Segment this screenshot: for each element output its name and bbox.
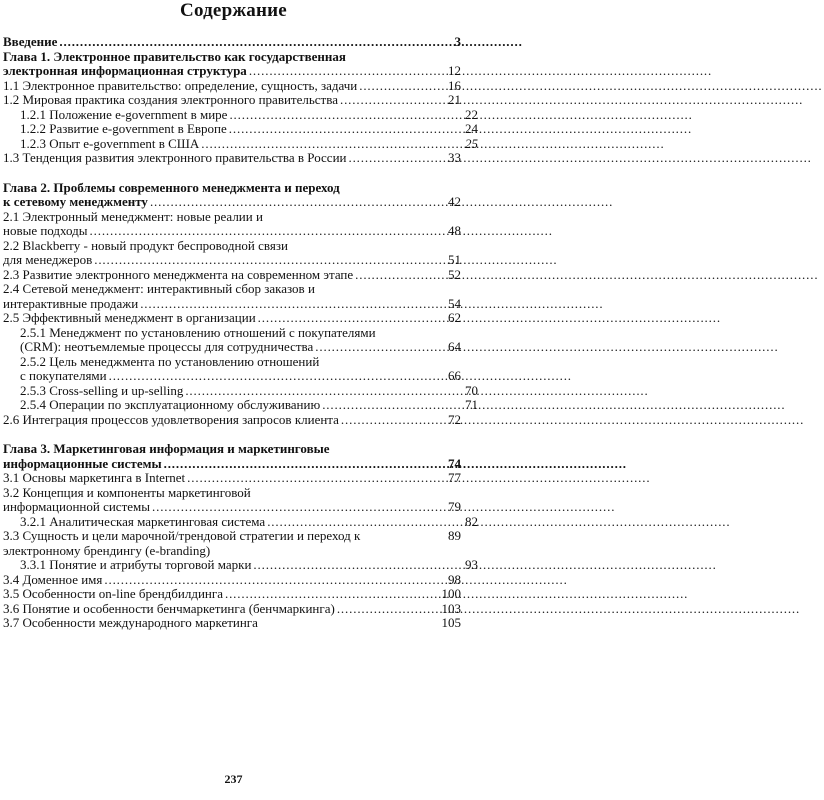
toc-entry-2-5 xyxy=(3,311,461,326)
toc-entry-heading-line: Глава 1. Электронное правительство как государственная xyxy=(3,48,346,64)
toc-entry-2-5-3 xyxy=(3,384,478,399)
toc-entry-chapter-2 xyxy=(3,181,461,210)
toc-page-number: 54 xyxy=(448,295,461,311)
toc-entry-text: для менеджеров xyxy=(3,252,93,267)
toc-entry-text: 1.1 Электронное правительство: определение, сущность, задачи xyxy=(3,77,358,93)
toc-page-number: 62 xyxy=(448,310,461,325)
toc-entry-3-6 xyxy=(3,602,461,617)
toc-page-number: 42 xyxy=(448,194,461,209)
toc-leader-dots xyxy=(355,268,445,283)
toc-entry-heading-line: 2.2 Blackberry - новый продукт беспроводной связи xyxy=(3,237,288,253)
toc-page-number: 100 xyxy=(441,586,461,601)
toc-entry-1-3 xyxy=(3,151,461,166)
toc-entry-heading-line: 2.5.2 Цель менеджмента по установлению отношений xyxy=(20,353,320,369)
toc-leader-dots xyxy=(229,108,462,123)
toc-leader-dots xyxy=(337,602,440,617)
toc-entry-text: 3.2.1 Аналитическая маркетинговая система xyxy=(20,513,266,529)
toc-entry-text: 3.3.1 Понятие и атрибуты торговой марки xyxy=(20,557,252,572)
toc-entry-text: 3.5 Особенности on-line брендбилдинга xyxy=(3,586,223,601)
toc-page-number: 93 xyxy=(465,557,478,572)
toc-entry-text: 1.2.1 Положение e-government в мире xyxy=(20,106,228,122)
toc-entry-3-2 xyxy=(3,486,461,515)
toc-leader-dots xyxy=(150,195,445,210)
toc-entry-1-1 xyxy=(3,79,461,94)
toc-entry-3-3-1 xyxy=(3,558,478,573)
toc-entry-text: к сетевому менеджменту xyxy=(3,194,148,209)
toc-page-number: 16 xyxy=(448,77,461,93)
toc-page-number: 22 xyxy=(465,106,478,122)
toc-entry-3-4 xyxy=(3,573,461,588)
toc-leader-dots xyxy=(185,384,462,399)
toc-entry-text: 3.1 Основы маркетинга в Internet xyxy=(3,470,186,485)
toc-page-number: 70 xyxy=(465,382,478,398)
toc-leader-dots xyxy=(253,558,462,573)
toc-page-number: 71 xyxy=(465,397,478,412)
toc-entry-text: 2.3 Развитие электронного менеджмента на современном этапе xyxy=(3,266,354,282)
toc-entry-2-5-4 xyxy=(3,398,478,413)
table-of-contents xyxy=(3,34,478,631)
toc-entry-heading-line: Глава 3. Маркетинговая информация и маркетинговые xyxy=(3,441,330,456)
toc-entry-text: (CRM): неотъемлемые процессы для сотрудничества xyxy=(20,339,314,354)
toc-page-number: 51 xyxy=(448,252,461,267)
toc-page-number: 33 xyxy=(448,150,461,165)
toc-entry-text: 2.6 Интеграция процессов удовлетворения запросов клиента xyxy=(3,411,339,427)
toc-leader-dots xyxy=(90,224,445,239)
toc-entry-text: Введение xyxy=(3,34,58,49)
toc-page-number: 98 xyxy=(448,571,461,587)
toc-entry-heading-line: 3.2 Концепция и компоненты маркетинговой xyxy=(3,484,251,500)
toc-leader-dots xyxy=(187,471,445,486)
toc-entry-text: 2.5 Эффективный менеджмент в организации xyxy=(3,310,256,325)
toc-entry-heading-line: 2.1 Электронный менеджмент: новые реалии и xyxy=(3,208,263,224)
toc-page-number: 74 xyxy=(448,455,461,471)
toc-entry-text: информационной системы xyxy=(3,499,150,514)
page-number: 237 xyxy=(224,772,243,786)
toc-leader-dots xyxy=(164,457,445,472)
toc-leader-dots xyxy=(267,515,462,530)
toc-page-number: 79 xyxy=(448,499,461,514)
toc-page-number: 66 xyxy=(448,368,461,383)
toc-page-number: 103 xyxy=(441,600,461,616)
toc-entry-1-2 xyxy=(3,93,461,108)
toc-entry-chapter-1 xyxy=(3,50,461,79)
toc-entry-text: интерактивные продажи xyxy=(3,295,139,311)
toc-page-number: 24 xyxy=(465,121,478,136)
toc-entry-text: информационные системы xyxy=(3,455,162,471)
toc-entry-text: 3.4 Доменное имя xyxy=(3,571,103,587)
toc-entry-3-5 xyxy=(3,587,461,602)
toc-leader-dots xyxy=(104,573,445,588)
toc-entry-text: 1.2.2 Развитие e-government в Европе xyxy=(20,121,227,136)
toc-leader-dots xyxy=(201,137,462,152)
toc-leader-dots xyxy=(109,369,445,384)
toc-leader-dots xyxy=(229,122,462,137)
toc-entry-text: 3.6 Понятие и особенности бенчмаркетинга (бенчмаркинга) xyxy=(3,600,335,616)
toc-entry-heading-line: 3.3 Сущность и цели марочной/трендовой стратегии и переход к xyxy=(3,528,361,543)
toc-entry-3-1 xyxy=(3,471,461,486)
toc-entry-heading-line: 2.4 Сетевой менеджмент: интерактивный сбор заказов и xyxy=(3,281,315,296)
toc-entry-text: с покупателями xyxy=(20,368,107,383)
toc-entry-2-1 xyxy=(3,210,461,239)
toc-leader-dots xyxy=(225,587,440,602)
toc-leader-dots xyxy=(341,413,445,428)
toc-entry-chapter-3 xyxy=(3,442,461,471)
toc-entry-text: электронная информационная структура xyxy=(3,63,247,78)
toc-leader-dots xyxy=(249,64,445,79)
toc-leader-dots xyxy=(315,340,445,355)
toc-entry-2-2 xyxy=(3,239,461,268)
toc-leader-dots xyxy=(258,311,445,326)
toc-leader-dots xyxy=(140,297,445,312)
toc-entry-text: 2.5.3 Cross-selling и up-selling xyxy=(20,382,184,398)
toc-page-number: 52 xyxy=(448,266,461,282)
toc-page-number: 3 xyxy=(454,34,461,49)
toc-leader-dots xyxy=(359,79,445,94)
toc-entry-text: 1.2.3 Опыт e-government в США xyxy=(20,135,200,151)
toc-page-number: 89 xyxy=(448,528,461,543)
toc-leader-dots xyxy=(322,398,462,413)
toc-page-number: 64 xyxy=(448,339,461,354)
toc-page-number: 105 xyxy=(441,615,461,630)
toc-entry-3-3 xyxy=(3,529,461,558)
toc-page-number: 12 xyxy=(448,63,461,78)
toc-leader-dots xyxy=(348,151,445,166)
toc-entry-3-2-1 xyxy=(3,515,478,530)
toc-entry-intro xyxy=(3,35,461,50)
toc-entry-heading-line: 2.5.1 Менеджмент по установлению отношений с покупателями xyxy=(20,324,376,340)
toc-entry-2-3 xyxy=(3,268,461,283)
toc-page-number: 77 xyxy=(448,470,461,485)
toc-page-number: 25 xyxy=(465,135,478,151)
toc-leader-dots xyxy=(59,35,445,50)
toc-entry-heading-line: Глава 2. Проблемы современного менеджмента и переход xyxy=(3,179,340,195)
toc-entry-1-2-2 xyxy=(3,122,478,137)
toc-entry-text: 3.7 Особенности международного маркетинга xyxy=(3,615,258,630)
toc-entry-text: 1.2 Мировая практика создания электронного правительства xyxy=(3,92,338,107)
toc-leader-dots xyxy=(340,93,445,108)
toc-entry-text: 1.3 Тенденция развития электронного правительства в России xyxy=(3,150,347,165)
toc-page-number: 82 xyxy=(465,513,478,529)
toc-entry-text: новые подходы xyxy=(3,223,88,238)
toc-entry-text: 2.5.4 Операции по эксплуатационному обслуживанию xyxy=(20,397,321,412)
page-title: Содержание xyxy=(180,0,287,21)
toc-page-number: 48 xyxy=(448,223,461,238)
toc-entry-text: электронному брендингу (e-branding) xyxy=(3,542,211,558)
toc-entry-2-5-1 xyxy=(3,326,461,355)
toc-entry-2-5-2 xyxy=(3,355,461,384)
toc-entry-3-7 xyxy=(3,616,461,631)
toc-page-number: 21 xyxy=(448,92,461,107)
toc-entry-1-2-3 xyxy=(3,137,478,152)
toc-leader-dots xyxy=(94,253,445,268)
toc-entry-2-4 xyxy=(3,282,461,311)
toc-entry-2-6 xyxy=(3,413,461,428)
toc-page-number: 72 xyxy=(448,411,461,427)
toc-entry-1-2-1 xyxy=(3,108,478,123)
toc-leader-dots xyxy=(152,500,445,515)
